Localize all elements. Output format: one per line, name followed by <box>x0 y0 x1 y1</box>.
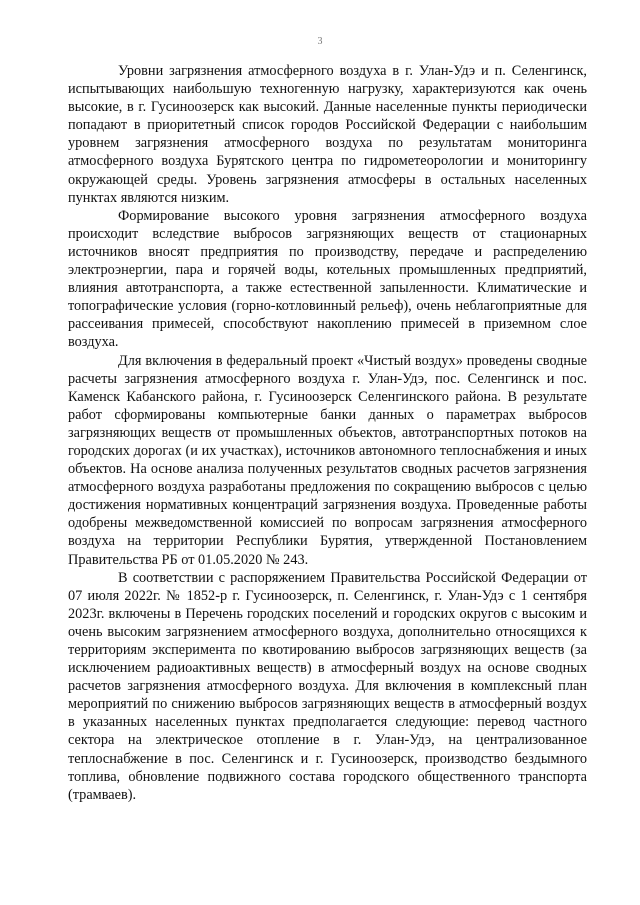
paragraph-pollution-causes: Формирование высокого уровня загрязнения атмосферного воздуха происходит вследствие выбросов загрязняющих веществ от стационарных источников вносят предприятия по производству, передаче и распределению электроэнергии, пара и горячей воды, котельных промышленных предприятий, влияния автотранспорта, а также естественной запыленности. Климатические и топографические условия (горно-котловинный рельеф), очень неблагоприятные для рассеивания примесей, способствуют накоплению примесей в приземном слое воздуха. <box>68 207 587 351</box>
paragraph-clean-air-project: Для включения в федеральный проект «Чистый воздух» проведены сводные расчеты загрязнения атмосферного воздуха г. Улан-Удэ, пос. Селенгинск и пос. Каменск Кабанского района, г. Гусиноозерск Селенгинского района. В результате работ сформированы компьютерные банки данных о параметрах выбросов загрязняющих веществ от промышленных объектов, автотранспортных потоков на городских дорогах (и их участках), источников автономного теплоснабжения и иных объектов. На основе анализа полученных результатов сводных расчетов загрязнения атмосферного воздуха разработаны предложения по сокращению выбросов с целью достижения нормативных концентраций загрязнения воздуха. Проведенные работы одобрены межведомственной комиссией по вопросам загрязнения атмосферного воздуха на территории Республики Бурятия, утвержденной Постановлением Правительства РБ от 01.05.2020 № 243. <box>68 352 587 568</box>
page-number: 3 <box>317 36 323 47</box>
document-body <box>68 62 587 804</box>
paragraph-government-order: В соответствии с распоряжением Правительства Российской Федерации от 07 июля 2022г. № 1852-р г. Гусиноозерск, п. Селенгинск, г. Улан-Удэ с 1 сентября 2023г. включены в Перечень городских поселений и городских округов с высоким и очень высоким загрязнением атмосферного воздуха, дополнительно относящихся к территориям эксперимента по квотированию выбросов загрязняющих веществ (за исключением радиоактивных веществ) в атмосферный воздух на основе сводных расчетов загрязнения атмосферного воздуха. Для включения в комплексный план мероприятий по снижению выбросов загрязняющих веществ в атмосферный воздух в указанных населенных пунктах предполагается следующие: перевод частного сектора на электрическое отопление в г. Улан-Удэ, на централизованное теплоснабжение в пос. Селенгинск и г. Гусиноозерск, производство бездымного топлива, обновление подвижного состава городского общественного транспорта (трамваев). <box>68 569 587 803</box>
paragraph-air-pollution-levels: Уровни загрязнения атмосферного воздуха в г. Улан-Удэ и п. Селенгинск, испытывающих наибольшую техногенную нагрузку, характеризуются как очень высокие, в г. Гусиноозерск как высокий. Данные населенные пункты периодически попадают в приоритетный список городов Российской Федерации с наибольшим уровнем загрязнения атмосферного воздуха по результатам мониторинга атмосферного воздуха Бурятского центра по гидрометеорологии и мониторингу окружающей среды. Уровень загрязнения атмосферы в остальных населенных пунктах являются низким. <box>68 63 587 206</box>
